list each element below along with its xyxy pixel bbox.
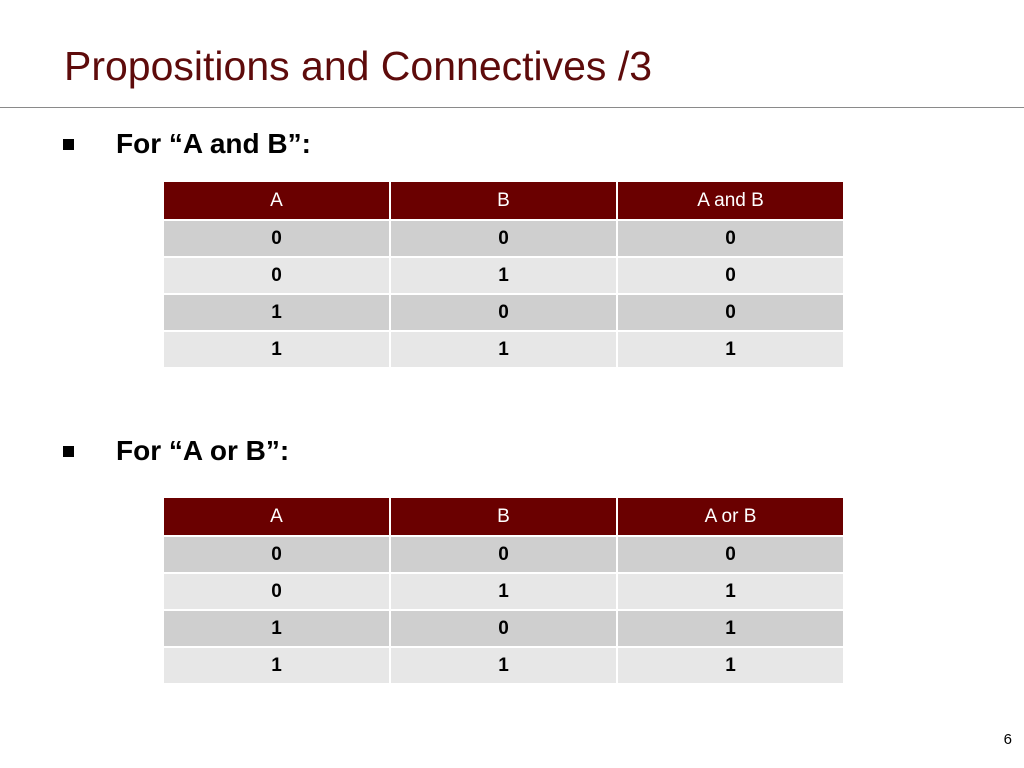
header-cell-result: A or B: [617, 497, 844, 536]
table-row: [163, 647, 844, 684]
table-row: [163, 220, 844, 257]
slide-title: Propositions and Connectives /3: [64, 43, 653, 89]
bullet-and: [63, 128, 311, 160]
table-cell: 0: [390, 610, 617, 647]
bullet-or: [63, 435, 289, 467]
table-row: [163, 294, 844, 331]
table-cell: 1: [617, 573, 844, 610]
table-header-row: [163, 181, 844, 220]
truth-table-and: [162, 180, 845, 369]
table-cell: 0: [617, 257, 844, 294]
table-cell: 1: [617, 610, 844, 647]
table-row: [163, 573, 844, 610]
table-cell: 1: [163, 647, 390, 684]
table-row: [163, 536, 844, 573]
table-cell: 1: [163, 331, 390, 368]
table-cell: 0: [163, 257, 390, 294]
bullet-square-icon: [63, 446, 74, 457]
table-cell: 0: [390, 536, 617, 573]
table-row: [163, 257, 844, 294]
bullet-text-and: For “A and B”:: [116, 128, 311, 159]
page-number: 6: [1003, 731, 1012, 748]
table-cell: 0: [163, 220, 390, 257]
truth-table-or: [162, 496, 845, 685]
title-divider: [0, 107, 1024, 108]
table-cell: 1: [390, 647, 617, 684]
table-cell: 0: [617, 294, 844, 331]
table-cell: 0: [617, 536, 844, 573]
table-cell: 0: [617, 220, 844, 257]
table-cell: 0: [163, 573, 390, 610]
table-row: [163, 610, 844, 647]
table-cell: 1: [390, 573, 617, 610]
header-cell-a: A: [163, 497, 390, 536]
header-cell-a: A: [163, 181, 390, 220]
header-cell-b: B: [390, 181, 617, 220]
bullet-square-icon: [63, 139, 74, 150]
header-cell-result: A and B: [617, 181, 844, 220]
table-cell: 0: [390, 294, 617, 331]
table-row: [163, 331, 844, 368]
table-cell: 1: [390, 257, 617, 294]
table-cell: 1: [163, 610, 390, 647]
table-cell: 1: [163, 294, 390, 331]
table-cell: 0: [390, 220, 617, 257]
table-cell: 1: [617, 331, 844, 368]
header-cell-b: B: [390, 497, 617, 536]
bullet-text-or: For “A or B”:: [116, 435, 290, 466]
table-cell: 1: [390, 331, 617, 368]
table-header-row: [163, 497, 844, 536]
table-cell: 0: [163, 536, 390, 573]
table-cell: 1: [617, 647, 844, 684]
